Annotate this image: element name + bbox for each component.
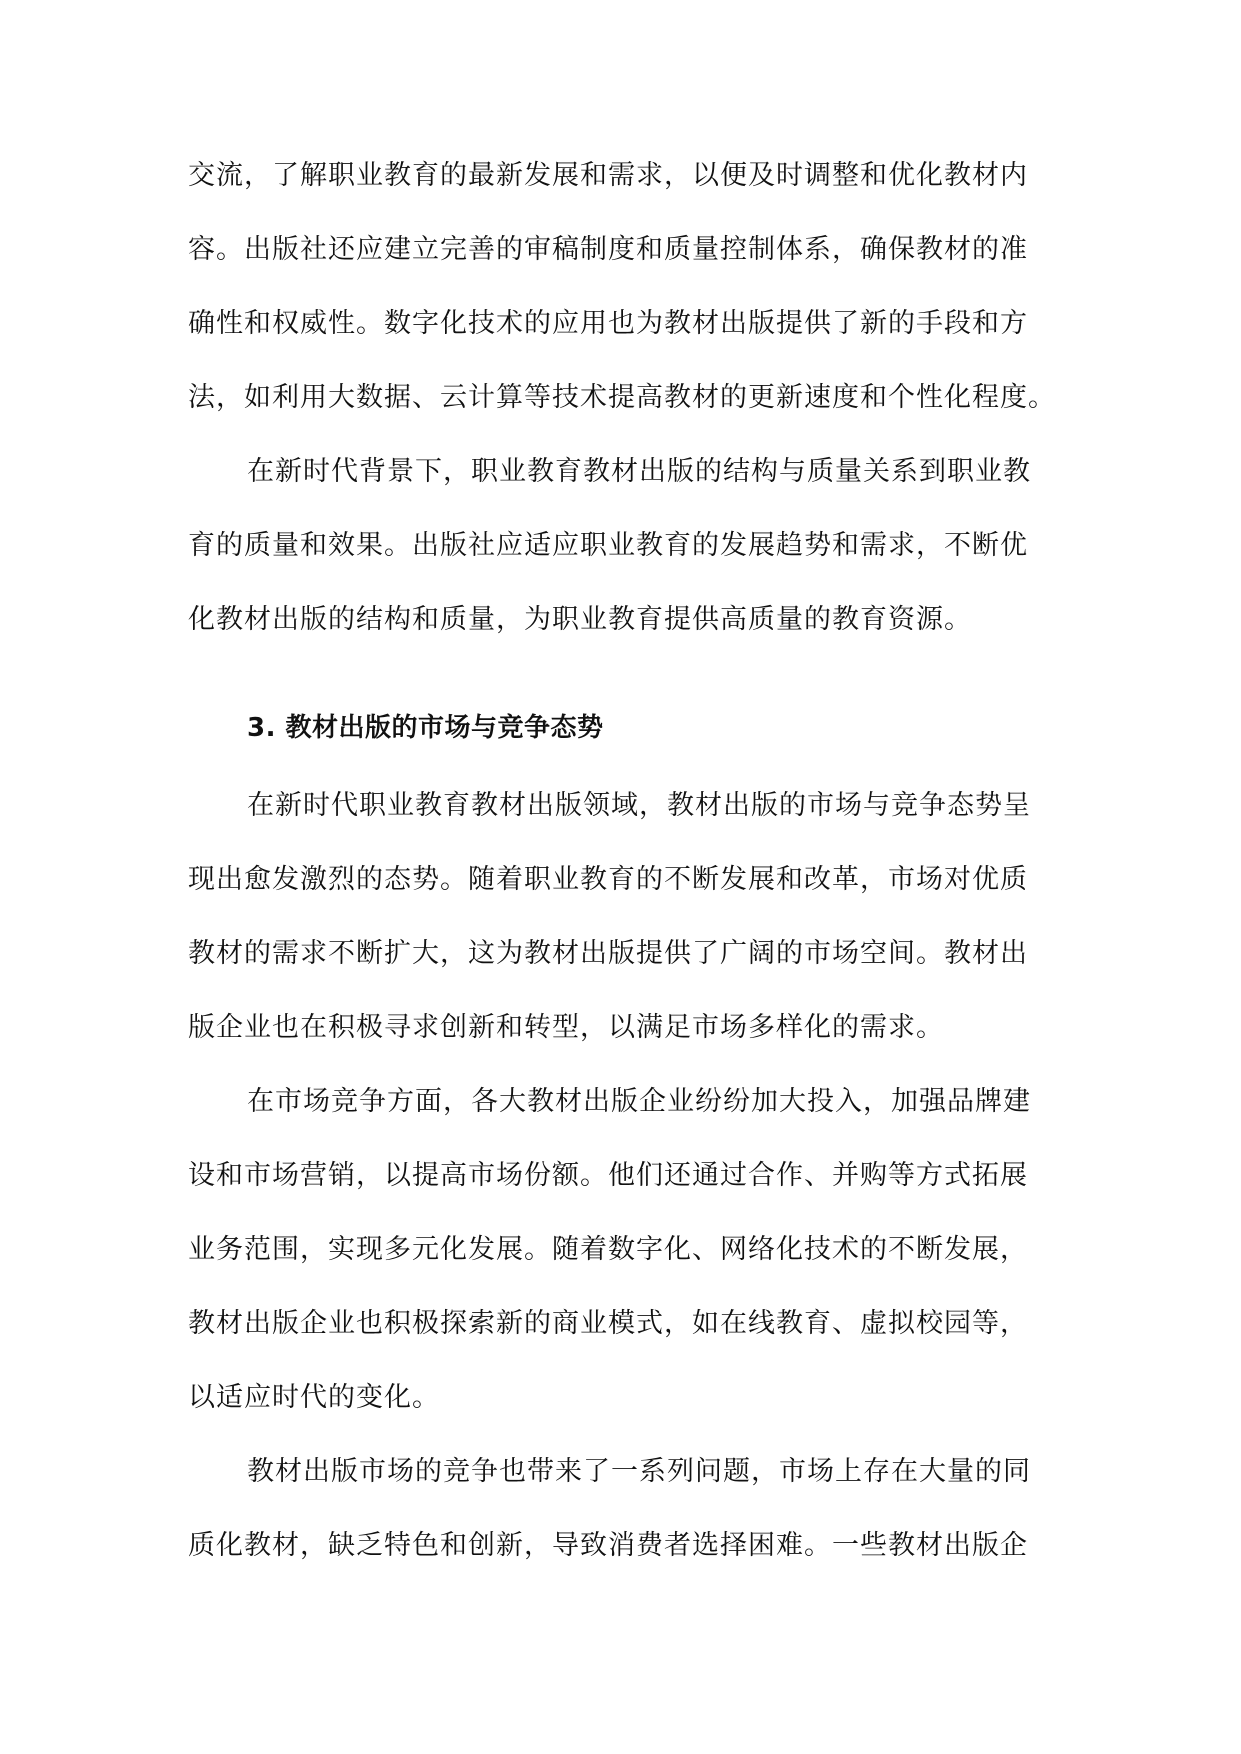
body-text-line: 教材的需求不断扩大，这为教材出版提供了广阔的市场空间。教材出 <box>188 938 1028 969</box>
body-text-line: 在新时代职业教育教材出版领域，教材出版的市场与竞争态势呈 <box>247 790 1031 821</box>
body-text-line: 版企业也在积极寻求创新和转型，以满足市场多样化的需求。 <box>188 1012 944 1043</box>
body-text-line: 现出愈发激烈的态势。随着职业教育的不断发展和改革，市场对优质 <box>188 864 1028 895</box>
body-text-line: 在新时代背景下，职业教育教材出版的结构与质量关系到职业教 <box>247 456 1031 487</box>
body-text-line: 确性和权威性。数字化技术的应用也为教材出版提供了新的手段和方 <box>188 308 1028 339</box>
body-text-line: 交流，了解职业教育的最新发展和需求，以便及时调整和优化教材内 <box>188 160 1028 191</box>
body-text-line: 法，如利用大数据、云计算等技术提高教材的更新速度和个性化程度。 <box>188 382 1056 413</box>
body-text-line: 育的质量和效果。出版社应适应职业教育的发展趋势和需求，不断优 <box>188 530 1028 561</box>
body-text-line: 教材出版企业也积极探索新的商业模式，如在线教育、虚拟校园等， <box>188 1308 1028 1339</box>
section-heading: 3. 教材出版的市场与竞争态势 <box>247 713 604 743</box>
body-text-line: 以适应时代的变化。 <box>188 1382 440 1413</box>
body-text-line: 设和市场营销，以提高市场份额。他们还通过合作、并购等方式拓展 <box>188 1160 1028 1191</box>
body-text-line: 业务范围，实现多元化发展。随着数字化、网络化技术的不断发展， <box>188 1234 1028 1265</box>
body-text-line: 教材出版市场的竞争也带来了一系列问题，市场上存在大量的同 <box>247 1456 1031 1487</box>
body-text-line: 容。出版社还应建立完善的审稿制度和质量控制体系，确保教材的准 <box>188 234 1028 265</box>
body-text-line: 化教材出版的结构和质量，为职业教育提供高质量的教育资源。 <box>188 604 972 635</box>
body-text-line: 质化教材，缺乏特色和创新，导致消费者选择困难。一些教材出版企 <box>188 1530 1028 1561</box>
body-text-line: 在市场竞争方面，各大教材出版企业纷纷加大投入，加强品牌建 <box>247 1086 1031 1117</box>
